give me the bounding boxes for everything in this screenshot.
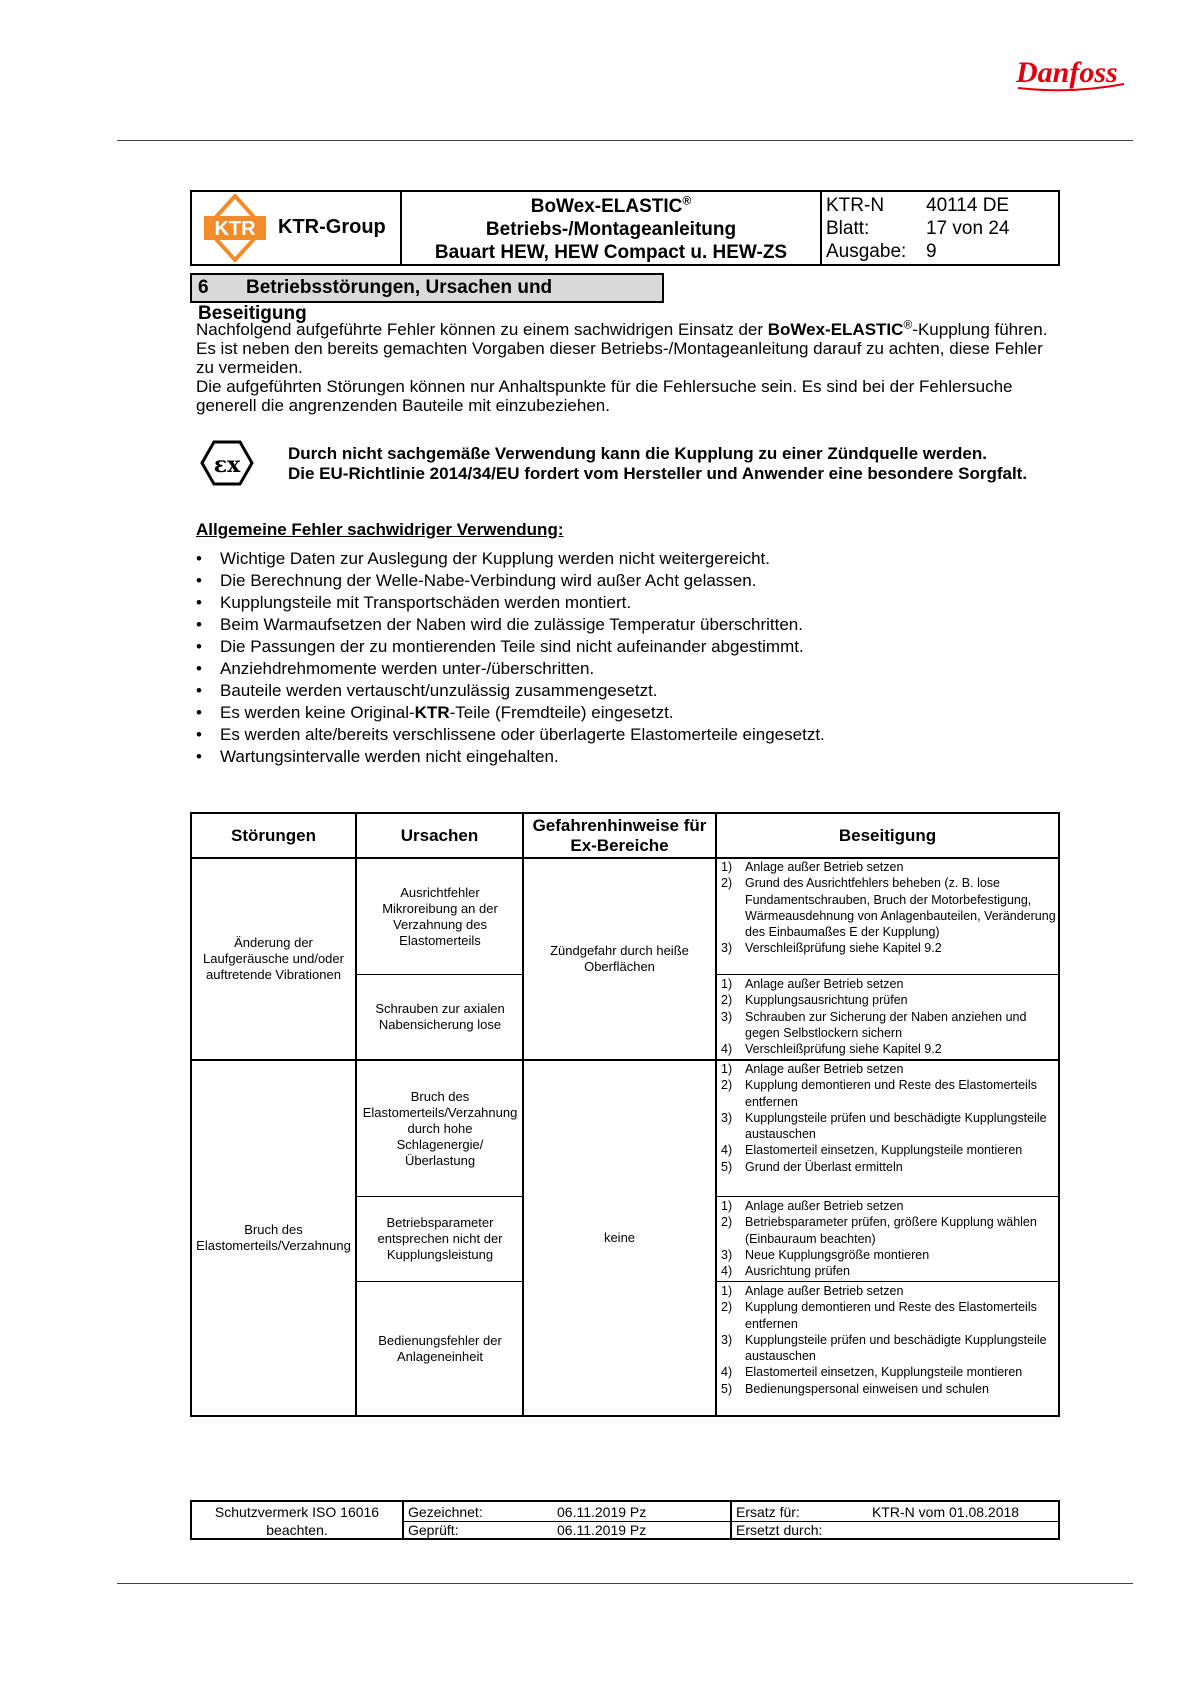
cause-operating-params: Betriebsparameter entsprechen nicht der Kupplungsleistung <box>377 1215 503 1262</box>
svg-text:εx: εx <box>213 452 241 478</box>
hazard-none: keine <box>603 1230 636 1245</box>
list-item: • Beim Warmaufsetzen der Naben wird die zulässige Temperatur überschritten. <box>196 614 825 636</box>
list-item: • Wartungsintervalle werden nicht eingehalten. <box>196 746 825 768</box>
header-hazards: Gefahrenhinweise für Ex-Bereiche <box>532 815 707 855</box>
remedy-list: 1) Anlage außer Betrieb setzen 2) Kupplung demontieren und Reste des Elastomerteils entfernen 3) Kupplungsteile prüfen und beschädigte Kupplungsteile austauschen 4) Elastomerteil einsetzen, Kupplungsteile montieren 5) Grund der Überlast ermitteln <box>721 1062 1047 1174</box>
remedy-list: 1) Anlage außer Betrieb setzen 2) Grund des Ausrichtfehlers beheben (z. B. lose Fundamentschrauben, Bruch der Motorbefestigung, Wärmeausdehnung von Anlagenbauteilen, Veränderung des Einbaumaßes E der Kupplung) 3) Verschleißprüfung siehe Kapitel 9.2 <box>721 860 1056 956</box>
document-header <box>190 190 1060 266</box>
protection-note: Schutzvermerk ISO 16016 beachten. <box>214 1504 380 1538</box>
troubleshooting-table <box>190 812 1060 1417</box>
header-faults: Störungen <box>231 825 316 845</box>
footer-table: Schutzvermerk ISO 16016 beachten. Gezeichnet: 06.11.2019 Pz Geprüft: 06.11.2019 Pz Ersatz für: KTR-N vom 01.08.2018 Ersetzt durch: <box>190 1500 1060 1540</box>
danfoss-logo <box>1012 48 1130 96</box>
general-errors-list <box>196 548 825 768</box>
remedy-list: 1) Anlage außer Betrieb setzen 2) Kupplung demontieren und Reste des Elastomerteils entfernen 3) Kupplungsteile prüfen und beschädigte Kupplungsteile austauschen 4) Elastomerteil einsetzen, Kupplungsteile montieren 5) Bedienungspersonal einweisen und schulen <box>721 1284 1047 1396</box>
list-item: • Die Berechnung der Welle-Nabe-Verbindung wird außer Acht gelassen. <box>196 570 825 592</box>
remedy-list: 1) Anlage außer Betrieb setzen 2) Kupplungsausrichtung prüfen 3) Schrauben zur Sicherung der Naben anziehen und gegen Selbstlockern sichern 4) Verschleißprüfung siehe Kapitel 9.2 <box>721 977 1027 1057</box>
drawn-date: 06.11.2019 Pz <box>557 1504 647 1520</box>
section-title: 6 Betriebsstörungen, Ursachen und Beseitigung <box>190 273 664 303</box>
header-title-cell: BoWex-ELASTIC® Betriebs-/Montageanleitung Bauart HEW, HEW Compact u. HEW-ZS <box>402 192 822 264</box>
list-item: • Anziehdrehmomente werden unter-/überschritten. <box>196 658 825 680</box>
page-number: 17 von 24 <box>926 218 1010 239</box>
top-rule <box>117 140 1133 141</box>
doc-type-line: Bauart HEW, HEW Compact u. HEW-ZS <box>434 242 788 263</box>
company-name: KTR-Group <box>278 216 386 238</box>
fault-elastomer-break: Bruch des Elastomerteils/Verzahnung <box>196 1222 351 1253</box>
list-item: • Es werden keine Original-KTR-Teile (Fremdteile) eingesetzt. <box>196 702 825 724</box>
ktr-logo-icon <box>202 194 268 262</box>
list-item: • Wichtige Daten zur Auslegung der Kupplung werden nicht weitergereicht. <box>196 548 825 570</box>
ex-atex-icon <box>200 440 254 486</box>
header-meta-cell: KTR-N 40114 DE Blatt: 17 von 24 Ausgabe: 9 <box>826 195 1010 262</box>
edition: 9 <box>926 241 937 262</box>
header-logo-cell <box>192 192 402 264</box>
fault-noise-vibration: Änderung der Laufgeräusche und/oder auftretende Vibrationen <box>203 935 344 982</box>
list-item: • Die Passungen der zu montierenden Teile sind nicht aufeinander abgestimmt. <box>196 636 825 658</box>
cause-misalignment: Ausrichtfehler Mikroreibung an der Verzahnung des Elastomerteils <box>382 884 498 948</box>
remedy-list: 1) Anlage außer Betrieb setzen 2) Betriebsparameter prüfen, größere Kupplung wählen (Einbauraum beachten) 3) Neue Kupplungsgröße montieren 4) Ausrichtung prüfen <box>721 1199 1037 1279</box>
cause-overload: Bruch des Elastomerteils/Verzahnung durch hohe Schlagenergie/ Überlastung <box>362 1088 518 1168</box>
bottom-rule <box>117 1583 1133 1584</box>
svg-text:KTR: KTR <box>214 218 256 240</box>
intro-paragraph: Nachfolgend aufgeführte Fehler können zu einem sachwidrigen Einsatz der BoWex-ELASTIC®-Kupplung führen. Es ist neben den bereits gemachten Vorgaben dieser Betriebs-/Montageanleitung darauf zu achten, diese Fehler zu vermeiden. Die aufgeführten Störungen können nur Anhaltspunkte für die Fehlersuche sein. Es sind bei der Fehlersuche generell die angrenzenden Bauteile mit einzubeziehen. <box>196 317 1048 415</box>
checked-date: 06.11.2019 Pz <box>557 1522 647 1538</box>
ex-warning-text: Durch nicht sachgemäße Verwendung kann die Kupplung zu einer Zündquelle werden. Die EU-Richtlinie 2014/34/EU fordert vom Hersteller und Anwender eine besondere Sorgfalt. <box>288 444 1028 483</box>
product-title: BoWex-ELASTIC <box>530 196 683 217</box>
header-causes: Ursachen <box>400 825 479 845</box>
cause-operator-error: Bedienungsfehler der Anlageneinheit <box>378 1332 502 1364</box>
hazard-hot-surfaces: Zündgefahr durch heiße Oberflächen <box>550 943 689 974</box>
replaces-value: KTR-N vom 01.08.2018 <box>872 1504 1020 1520</box>
doc-number: 40114 DE <box>926 195 1010 216</box>
list-item: • Bauteile werden vertauscht/unzulässig zusammengesetzt. <box>196 680 825 702</box>
doc-subtitle: Betriebs-/Montageanleitung <box>485 219 737 240</box>
cause-loose-screws: Schrauben zur axialen Nabensicherung lose <box>375 1001 505 1032</box>
svg-text:Danfoss: Danfoss <box>1016 56 1118 89</box>
list-item: • Kupplungsteile mit Transportschäden werden montiert. <box>196 592 825 614</box>
list-item: • Es werden alte/bereits verschlissene oder überlagerte Elastomerteile eingesetzt. <box>196 724 825 746</box>
header-remedies: Beseitigung <box>838 825 937 845</box>
general-errors-heading: Allgemeine Fehler sachwidriger Verwendung: <box>196 520 564 539</box>
